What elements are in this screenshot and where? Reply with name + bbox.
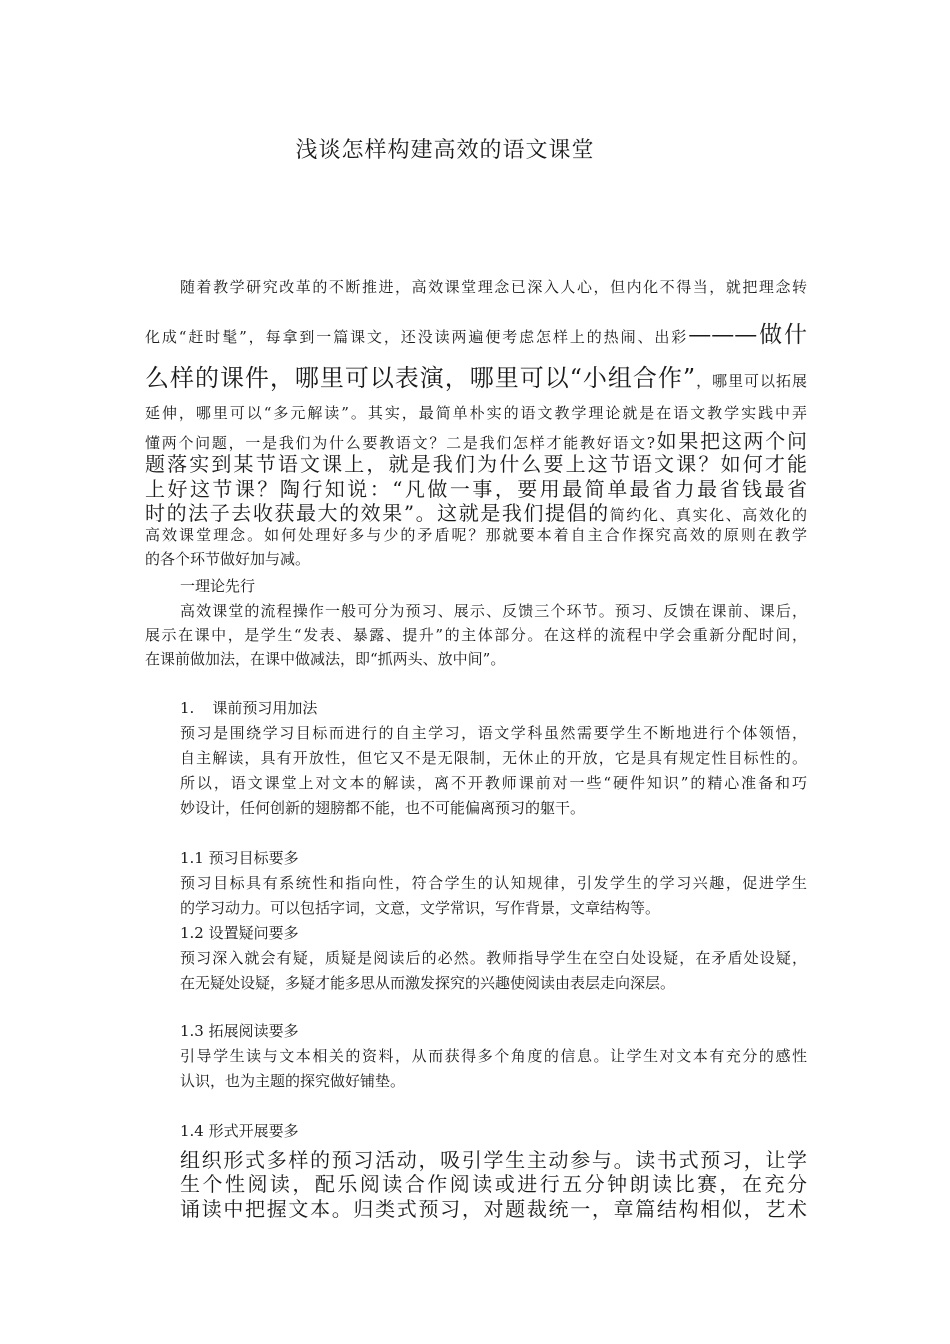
sub-1-4-line-3: 诵读中把握文本。归类式预习，对题裁统一，章篇结构相似，艺术 xyxy=(180,1197,807,1221)
sub-1-2-line-2: 在无疑处设疑，多疑才能多思从而激发探究的兴趣使阅读由表层走向深层。 xyxy=(180,974,676,992)
intro-line-5: 懂两个问题，一是我们为什么要教语文？二是我们怎样才能教好语文?如果把这两个问 xyxy=(145,429,808,453)
sub-1-4-line-1: 组织形式多样的预习活动，吸引学生主动参与。读书式预习，让学 xyxy=(180,1148,807,1172)
sub-heading-1-1: 1.1 预习目标要多 xyxy=(180,849,299,867)
sub-heading-1-2: 1.2 设置疑问要多 xyxy=(180,924,299,942)
sub-1-4-line-2: 生个性阅读，配乐阅读合作阅读或进行五分钟朗读比赛，在充分 xyxy=(180,1172,807,1196)
intro-line-3: 么样的课件，哪里可以表演，哪里可以“小组合作”，哪里可以拓展 xyxy=(145,364,807,392)
item-line-4: 妙设计，任何创新的翅膀都不能，也不可能偏离预习的躯干。 xyxy=(180,799,586,817)
section-heading: 一理论先行 xyxy=(180,577,256,595)
item-line-3: 所以，语文课堂上对文本的解读，离不开教师课前对一些“硬件知识”的精心准备和巧 xyxy=(180,774,807,792)
sub-1-3-line-2: 认识，也为主题的探究做好铺垫。 xyxy=(180,1072,406,1090)
intro-line-4: 延伸，哪里可以“多元解读”。其实，最简单朴实的语文教学理论就是在语文教学实践中弄 xyxy=(145,404,807,422)
intro-line-7: 上好这节课？陶行知说：“凡做一事，要用最简单最省力最省钱最省 xyxy=(145,477,807,501)
intro-line-9: 高效课堂理念。如何处理好多与少的矛盾呢？那就要本着自主合作探究高效的原则在教学 xyxy=(145,526,807,544)
item-line-1: 预习是围绕学习目标而进行的自主学习，语文学科虽然需要学生不断地进行个体领悟， xyxy=(180,724,807,742)
item-heading-text: 课前预习用加法 xyxy=(212,699,318,717)
sub-heading-1-3: 1.3 拓展阅读要多 xyxy=(180,1022,299,1040)
intro-line-6: 题落实到某节语文课上，就是我们为什么要上这节语文课？如何才能 xyxy=(145,452,807,476)
sub-1-2-line-1: 预习深入就会有疑，质疑是阅读后的必然。教师指导学生在空白处设疑，在矛盾处设疑， xyxy=(180,949,807,967)
section-line-3: 在课前做加法，在课中做减法，即“抓两头、放中间”。 xyxy=(145,650,506,668)
item-line-2: 自主解读，具有开放性，但它又不是无限制，无休止的开放，它是具有规定性目标性的。 xyxy=(180,749,807,767)
intro-line-8: 时的法子去收获最大的效果”。这就是我们提倡的简约化、真实化、高效化的 xyxy=(145,501,807,525)
sub-1-1-line-1: 预习目标具有系统性和指向性，符合学生的认知规律，引发学生的学习兴趣，促进学生 xyxy=(180,874,807,892)
item-number: 1. xyxy=(180,699,195,717)
intro-line-1: 随着教学研究改革的不断推进，高效课堂理念已深入人心，但内化不得当，就把理念转 xyxy=(180,278,807,296)
intro-line-2: 化成“赶时髦”，每拿到一篇课文，还没读两遍便考虑怎样上的热闹、出彩———做什 xyxy=(145,322,807,348)
intro-line-10: 的各个环节做好加与减。 xyxy=(145,550,311,568)
section-line-2: 展示在课中，是学生“发表、暴露、提升”的主体部分。在这样的流程中学会重新分配时间， xyxy=(145,626,807,644)
document-title: 浅谈怎样构建高效的语文课堂 xyxy=(295,138,595,163)
sub-1-3-line-1: 引导学生读与文本相关的资料，从而获得多个角度的信息。让学生对文本有充分的感性 xyxy=(180,1047,807,1065)
sub-1-1-line-2: 的学习动力。可以包括字词，文意，文学常识，写作背景，文章结构等。 xyxy=(180,899,661,917)
sub-heading-1-4: 1.4 形式开展要多 xyxy=(180,1122,299,1140)
section-line-1: 高效课堂的流程操作一般可分为预习、展示、反馈三个环节。预习、反馈在课前、课后， xyxy=(180,602,807,620)
item-heading xyxy=(180,697,317,718)
